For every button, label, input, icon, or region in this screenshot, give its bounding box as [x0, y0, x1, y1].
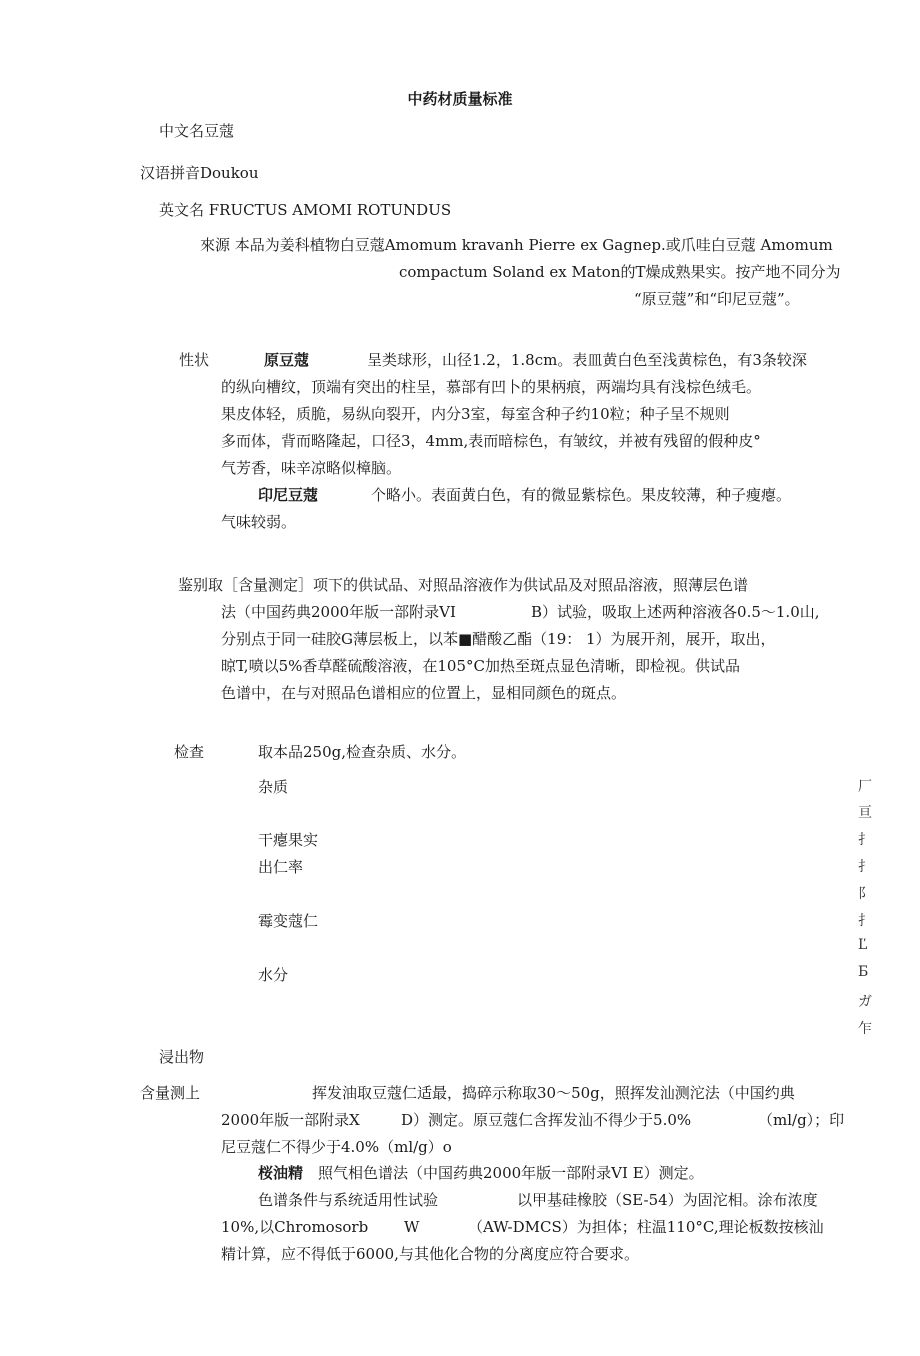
- assay-text: 照气相色谱法（中国药典2000年版一部附录VI E）测定。: [318, 1164, 704, 1182]
- source-line-3: “原豆蔻”和“印尼豆蔻”。: [634, 290, 800, 308]
- inspection-item: 水分: [258, 966, 289, 984]
- characters-text: 个略小。表面黄白色，有的微显紫棕色。果皮较薄，种子瘦瘪。: [371, 486, 792, 504]
- clipped-edge-char: 乍: [858, 1021, 872, 1037]
- clipped-edge-char: 阝: [858, 886, 872, 902]
- characters-text: 气芳香，味辛凉略似樟脑。: [221, 459, 402, 477]
- assay-label: 含量测上: [140, 1084, 201, 1102]
- inspection-item: 干瘪果实: [258, 831, 319, 849]
- inspection-item: 出仁率: [258, 858, 304, 876]
- assay-text: 10%,以Chromosorb: [221, 1218, 369, 1236]
- assay-conditions-label: 色谱条件与系统适用性试验: [258, 1191, 439, 1209]
- characters-text: 的纵向槽纹，顶端有突出的柱呈，慕部有凹卜的果柄痕，两端均具有浅棕色绒毛。: [221, 378, 762, 396]
- characters-text: 气味较弱。: [221, 513, 297, 531]
- inspection-intro: 取本品250g,检查杂质、水分。: [258, 743, 467, 761]
- pinyin-name: 汉语拼音Doukou: [140, 164, 259, 182]
- clipped-edge-char: Ľ: [858, 937, 868, 953]
- clipped-edge-char: 亘: [858, 805, 872, 821]
- assay-text: 挥发油取豆蔻仁适最，捣碎示称取30～50g，照挥发汕测沱法（中国约典: [312, 1084, 795, 1102]
- inspection-item: 杂质: [258, 778, 289, 796]
- characters-sub-title-2: 印尼豆蔻: [258, 486, 319, 504]
- assay-text: W: [404, 1218, 420, 1236]
- identification-text: 晾T,喷以5%香草醛硫酸溶液，在105°C加热至斑点显色清晰，即检视。供试品: [221, 657, 740, 675]
- identification-text: 色谱中，在与对照品色谱相应的位置上，显相同颜色的斑点。: [221, 684, 627, 702]
- clipped-edge-char: Б: [858, 964, 869, 980]
- clipped-edge-char: 厂: [858, 779, 872, 795]
- identification-text: 法（中国药典2000年版一部附录VI: [221, 603, 456, 621]
- clipped-edge-char: 扌: [858, 859, 872, 875]
- assay-text: D）测定。原豆蔻仁含挥发汕不得少于5.0%: [401, 1111, 692, 1129]
- inspection-label: 检查: [174, 743, 205, 761]
- page-title: 中药材质量标准: [407, 90, 513, 108]
- source-line-2: compactum Soland ex Maton的T燥成熟果实。按产地不同分为: [399, 263, 841, 281]
- source-line-1: 來源 本品为姜科植物白豆蔻Amomum kravanh Pierre ex Gagnep.或爪哇白豆蔻 Amomum: [200, 236, 833, 254]
- identification-text: 分别点于同一硅胶G薄层板上，以苯■醋酸乙酯（19： 1）为展开剂，展开，取出，: [221, 630, 776, 648]
- characters-text: 果皮体轻，质脆，易纵向裂开，内分3室，每室含种子约10粒；种子呈不规则: [221, 405, 730, 423]
- english-name: 英文名 FRUCTUS AMOMI ROTUNDUS: [159, 201, 452, 219]
- characters-text: 呈类球形，山径1.2，1.8cm。表皿黄白色至浅黄棕色，有3条较深: [367, 351, 807, 369]
- extract-label: 浸出物: [159, 1048, 205, 1066]
- clipped-edge-char: 扌: [858, 913, 872, 929]
- characters-label: 性状: [179, 351, 210, 369]
- clipped-edge-char: ガ: [858, 994, 872, 1010]
- characters-sub-title-1: 原豆蔻: [264, 351, 310, 369]
- assay-text: 精计算，应不得低于6000,与其他化合物的分离度应符合要求。: [221, 1245, 639, 1263]
- assay-text: 尼豆蔻仁不得少于4.0%（ml/g）o: [221, 1138, 452, 1156]
- assay-text: （AW-DMCS）为担体；柱温110°C,理论板数按核汕: [468, 1218, 824, 1236]
- identification-text: 鉴别取［含量测定］项下的供试品、对照品溶液作为供试品及对照品溶液，照薄层色谱: [178, 576, 749, 594]
- identification-text: B）试验，吸取上述两种溶液各0.5～1.0山,: [531, 603, 820, 621]
- characters-text: 多而体，背而略隆起，口径3，4mm,表而暗棕色，有皱纹，并被有残留的假种皮°: [221, 432, 761, 450]
- assay-text: 2000年版一部附录X: [221, 1111, 360, 1129]
- chinese-name: 中文名豆蔻: [159, 122, 235, 140]
- clipped-edge-char: 扌: [858, 832, 872, 848]
- inspection-item: 霉变蔻仁: [258, 912, 319, 930]
- assay-text: （ml/g）；印: [758, 1111, 845, 1129]
- assay-text: 以甲基硅橡胶（SE-54）为固沱相。涂布浓度: [517, 1191, 818, 1209]
- assay-sub-title: 桜油精: [258, 1164, 304, 1182]
